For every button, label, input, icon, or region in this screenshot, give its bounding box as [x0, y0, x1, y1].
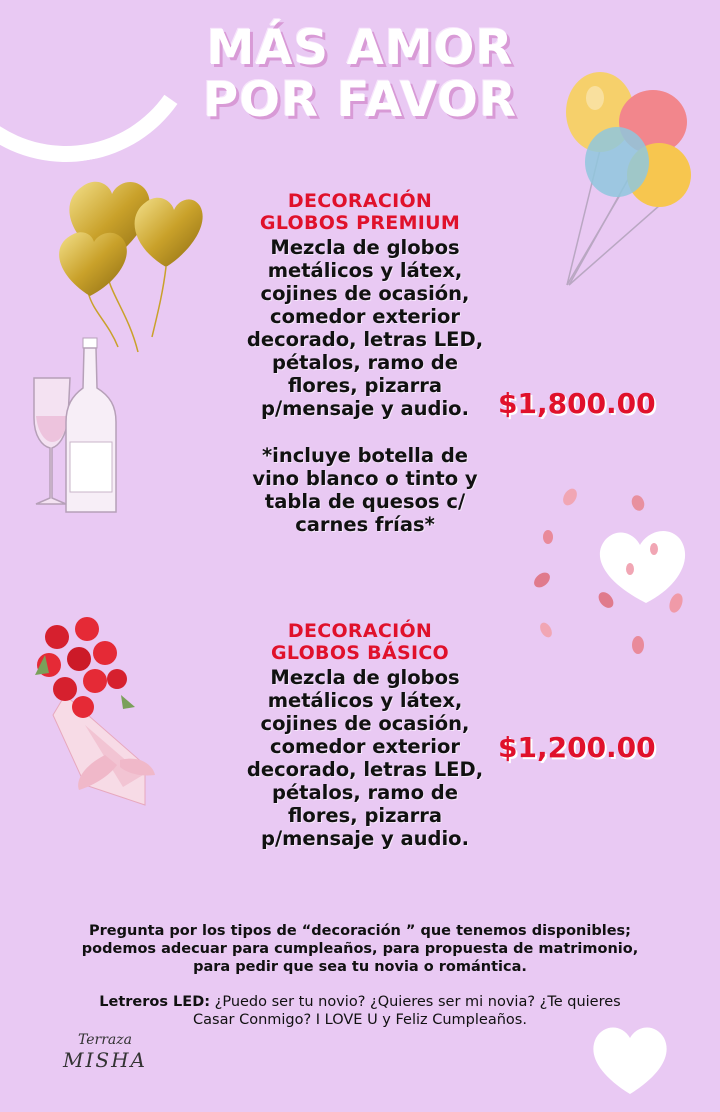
- led-text-line-1: ¿Puedo ser tu novio? ¿Quieres ser mi novia? ¿Te quieres: [210, 994, 621, 1010]
- premium-title-line-2: GLOBOS PREMIUM: [259, 212, 461, 234]
- basic-desc-line: comedor exterior: [270, 735, 460, 758]
- heart-petals-icon: [528, 485, 698, 665]
- premium-desc-line: p/mensaje y audio.: [261, 397, 469, 420]
- footer-led: [40, 993, 680, 1029]
- led-text-line-2: Casar Conmigo? I LOVE U y Feliz Cumpleaños.: [193, 1012, 527, 1028]
- footer-info-line: podemos adecuar para cumpleaños, para propuesta de matrimonio,: [81, 941, 639, 957]
- premium-desc-line: Mezcla de globos: [270, 236, 460, 259]
- basic-desc-line: cojines de ocasión,: [260, 712, 470, 735]
- colored-balloons-icon: [555, 70, 705, 300]
- premium-includes-line: *incluye botella de: [261, 444, 469, 467]
- brand-line-1: Terraza: [78, 1032, 132, 1048]
- basic-desc-line: pétalos, ramo de: [271, 781, 458, 804]
- basic-title: [215, 620, 505, 664]
- footer-info-line: Pregunta por los tipos de “decoración ” que tenemos disponibles;: [89, 923, 631, 939]
- premium-desc-line: cojines de ocasión,: [260, 282, 470, 305]
- wine-bottle-glass-icon: [30, 338, 130, 518]
- white-heart-icon: [588, 1022, 672, 1096]
- premium-desc-line: comedor exterior: [270, 305, 460, 328]
- premium-includes: [205, 444, 525, 536]
- brand-signature: [50, 1032, 160, 1072]
- basic-desc-line: p/mensaje y audio.: [261, 827, 469, 850]
- basic-title-line-1: DECORACIÓN: [287, 620, 433, 642]
- footer-info-line: para pedir que sea tu novia o romántica.: [193, 959, 527, 975]
- basic-desc-line: decorado, letras LED,: [246, 758, 484, 781]
- premium-title: [215, 190, 505, 234]
- premium-desc-line: decorado, letras LED,: [246, 328, 484, 351]
- premium-includes-line: vino blanco o tinto y: [252, 467, 478, 490]
- basic-desc-line: Mezcla de globos: [270, 666, 460, 689]
- basic-price: $1,200.00: [498, 731, 656, 764]
- led-label: Letreros LED:: [99, 994, 211, 1010]
- title-line-1: MÁS AMOR: [206, 20, 514, 76]
- premium-title-line-1: DECORACIÓN: [287, 190, 433, 212]
- premium-desc-line: pétalos, ramo de: [271, 351, 458, 374]
- premium-price: $1,800.00: [498, 387, 656, 420]
- premium-desc-line: metálicos y látex,: [267, 259, 463, 282]
- premium-desc-line: flores, pizarra: [287, 374, 443, 397]
- basic-desc-line: flores, pizarra: [287, 804, 443, 827]
- page-title: [150, 22, 570, 126]
- rose-bouquet-icon: [25, 615, 160, 810]
- premium-includes-line: carnes frías*: [295, 513, 435, 536]
- title-line-2: POR FAVOR: [203, 72, 517, 128]
- basic-title-line-2: GLOBOS BÁSICO: [270, 642, 450, 664]
- basic-desc-line: metálicos y látex,: [267, 689, 463, 712]
- premium-includes-line: tabla de quesos c/: [264, 490, 466, 513]
- basic-description: [205, 666, 525, 850]
- footer-info: [40, 922, 680, 976]
- gold-heart-balloons-icon: [48, 172, 208, 362]
- premium-description: [205, 236, 525, 420]
- brand-line-2: MISHA: [63, 1048, 147, 1072]
